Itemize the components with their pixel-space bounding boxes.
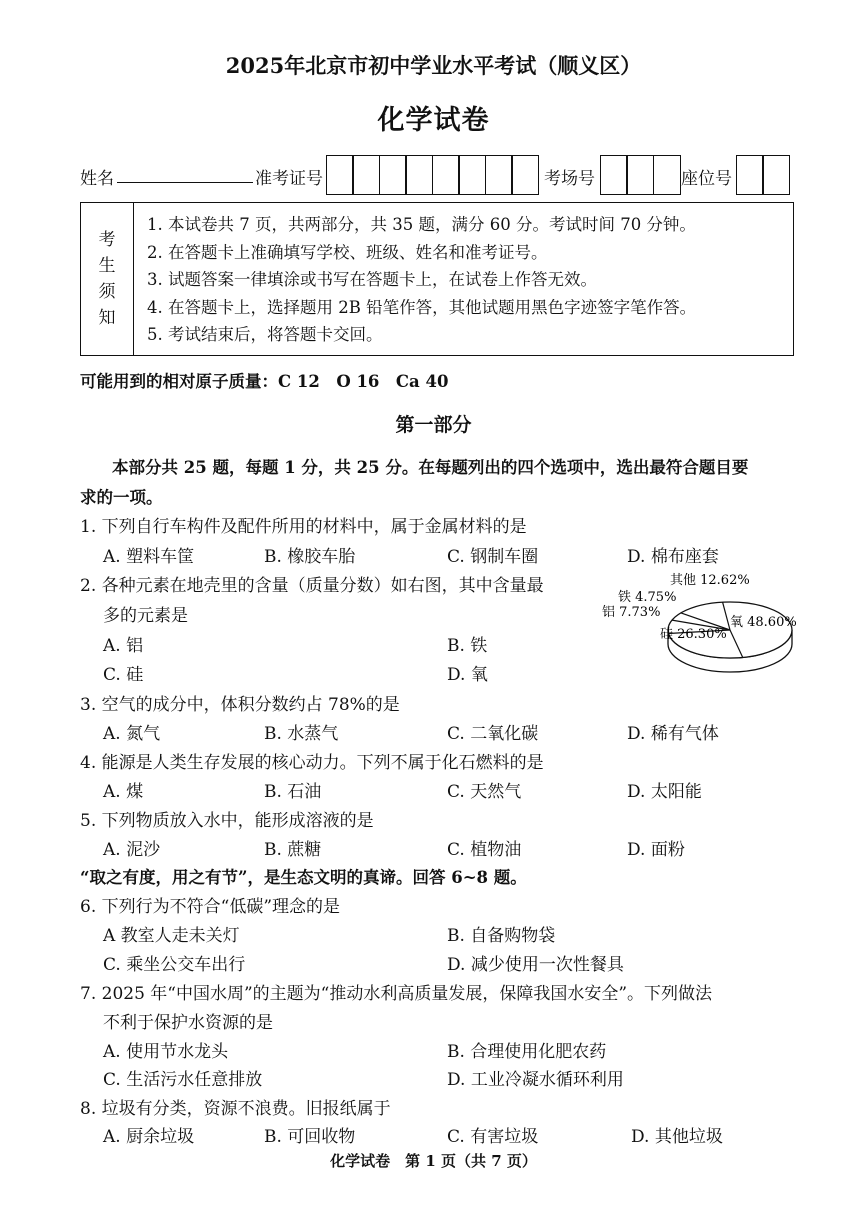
q1-option-b[interactable]: B. 橡胶车胎 bbox=[264, 547, 356, 567]
q2-stem-2: 多的元素是 bbox=[103, 606, 188, 626]
name-label: 姓名 bbox=[80, 169, 114, 189]
q7-stem: 7. 2025 年“中国水周”的主题为“推动水利高质量发展，保障我国水安全”。下列做法 bbox=[80, 984, 713, 1004]
notice-items bbox=[147, 211, 696, 349]
name-field[interactable] bbox=[117, 182, 253, 183]
q8-option-a[interactable]: A. 厨余垃圾 bbox=[103, 1127, 195, 1147]
notice-item: 2. 在答题卡上准确填写学校、班级、姓名和准考证号。 bbox=[147, 242, 548, 262]
notice-item: 1. 本试卷共 7 页，共两部分，共 35 题，满分 60 分。考试时间 70 分钟。 bbox=[147, 215, 696, 234]
seat-label: 座位号 bbox=[681, 169, 732, 189]
q2-option-d[interactable]: D. 氧 bbox=[447, 665, 488, 685]
q2-option-c[interactable]: C. 硅 bbox=[103, 665, 144, 685]
q8-option-d[interactable]: D. 其他垃圾 bbox=[631, 1127, 723, 1147]
paper-title: 化学试卷 bbox=[377, 105, 490, 136]
q7-option-c[interactable]: C. 生活污水任意排放 bbox=[103, 1070, 263, 1090]
q7-stem-2: 不利于保护水资源的是 bbox=[103, 1013, 273, 1033]
notice-box bbox=[80, 202, 794, 356]
q5-option-a[interactable]: A. 泥沙 bbox=[103, 840, 161, 860]
q7-option-d[interactable]: D. 工业冷凝水循环利用 bbox=[447, 1070, 624, 1090]
q7-option-b[interactable]: B. 合理使用化肥农药 bbox=[447, 1042, 607, 1062]
pie-label-silicon: 硅 26.30% bbox=[660, 627, 727, 642]
q3-option-d[interactable]: D. 稀有气体 bbox=[627, 724, 719, 744]
notice-item: 5. 考试结束后，将答题卡交回。 bbox=[147, 325, 383, 345]
q6-option-d[interactable]: D. 减少使用一次性餐具 bbox=[447, 955, 624, 975]
q3-option-a[interactable]: A. 氮气 bbox=[103, 724, 161, 744]
q7-option-a[interactable]: A. 使用节水龙头 bbox=[103, 1042, 229, 1062]
q4-stem: 4. 能源是人类生存发展的核心动力。下列不属于化石燃料的是 bbox=[80, 753, 544, 773]
q2-stem: 2. 各种元素在地壳里的含量（质量分数）如右图，其中含量最 bbox=[80, 576, 544, 596]
id-boxes[interactable] bbox=[327, 155, 539, 195]
pie-label-oxygen: 氧 48.60% bbox=[730, 615, 797, 630]
notice-item: 3. 试题答案一律填涂或书写在答题卡上，在试卷上作答无效。 bbox=[147, 270, 597, 290]
q1-option-c[interactable]: C. 钢制车圈 bbox=[447, 547, 539, 567]
q8-stem: 8. 垃圾有分类，资源不浪费。旧报纸属于 bbox=[80, 1099, 391, 1119]
q4-option-d[interactable]: D. 太阳能 bbox=[627, 782, 702, 802]
q1-option-d[interactable]: D. 棉布座套 bbox=[627, 547, 719, 567]
notice-item: 4. 在答题卡上，选择题用 2B 铅笔作答，其他试题用黑色字迹签字笔作答。 bbox=[147, 297, 697, 317]
q2-option-a[interactable]: A. 铝 bbox=[103, 636, 144, 656]
part-intro-1: 本部分共 25 题，每题 1 分，共 25 分。在每题列出的四个选项中，选出最符合题目要 bbox=[112, 458, 749, 477]
pie-label-iron: 铁 4.75% bbox=[618, 590, 677, 605]
q4-option-a[interactable]: A. 煤 bbox=[103, 782, 144, 802]
q3-stem: 3. 空气的成分中，体积分数约占 78%的是 bbox=[80, 695, 400, 715]
page-footer: 化学试卷 第 1 页（共 7 页） bbox=[330, 1152, 537, 1170]
q6-option-a[interactable]: A 教室人走未关灯 bbox=[103, 926, 240, 946]
q4-option-b[interactable]: B. 石油 bbox=[264, 782, 322, 802]
q6-option-b[interactable]: B. 自备购物袋 bbox=[447, 926, 556, 946]
q8-option-b[interactable]: B. 可回收物 bbox=[264, 1127, 356, 1147]
room-boxes[interactable] bbox=[601, 155, 681, 195]
q5-option-b[interactable]: B. 蔗糖 bbox=[264, 840, 322, 860]
exam-title: 2025年北京市初中学业水平考试（顺义区） bbox=[225, 53, 642, 78]
q6-stem: 6. 下列行为不符合“低碳”理念的是 bbox=[80, 897, 341, 917]
q8-option-c[interactable]: C. 有害垃圾 bbox=[447, 1127, 539, 1147]
q3-option-b[interactable]: B. 水蒸气 bbox=[264, 724, 339, 744]
seat-boxes[interactable] bbox=[737, 155, 790, 195]
q3-option-c[interactable]: C. 二氧化碳 bbox=[447, 724, 539, 744]
q5-option-d[interactable]: D. 面粉 bbox=[627, 840, 685, 860]
room-label: 考场号 bbox=[544, 169, 595, 189]
notice-label: 考 生 须 知 bbox=[81, 203, 134, 355]
id-label: 准考证号 bbox=[255, 169, 323, 189]
q2-option-b[interactable]: B. 铁 bbox=[447, 636, 488, 656]
q1-stem: 1. 下列自行车构件及配件所用的材料中，属于金属材料的是 bbox=[80, 517, 527, 537]
pie-label-aluminum: 铝 7.73% bbox=[602, 605, 661, 620]
part-intro-2: 求的一项。 bbox=[80, 488, 163, 507]
q4-option-c[interactable]: C. 天然气 bbox=[447, 782, 522, 802]
q6-option-c[interactable]: C. 乘坐公交车出行 bbox=[103, 955, 246, 975]
crust-pie-chart bbox=[600, 568, 800, 688]
q5-option-c[interactable]: C. 植物油 bbox=[447, 840, 522, 860]
q5-stem: 5. 下列物质放入水中，能形成溶液的是 bbox=[80, 811, 374, 831]
atomic-mass: 可能用到的相对原子质量：C 12 O 16 Ca 40 bbox=[80, 372, 449, 391]
pie-label-other: 其他 12.62% bbox=[670, 573, 750, 588]
q1-option-a[interactable]: A. 塑料车筐 bbox=[103, 547, 195, 567]
group-6-8-intro: “取之有度，用之有节”，是生态文明的真谛。回答 6~8 题。 bbox=[80, 868, 527, 887]
part-heading: 第一部分 bbox=[395, 414, 472, 436]
